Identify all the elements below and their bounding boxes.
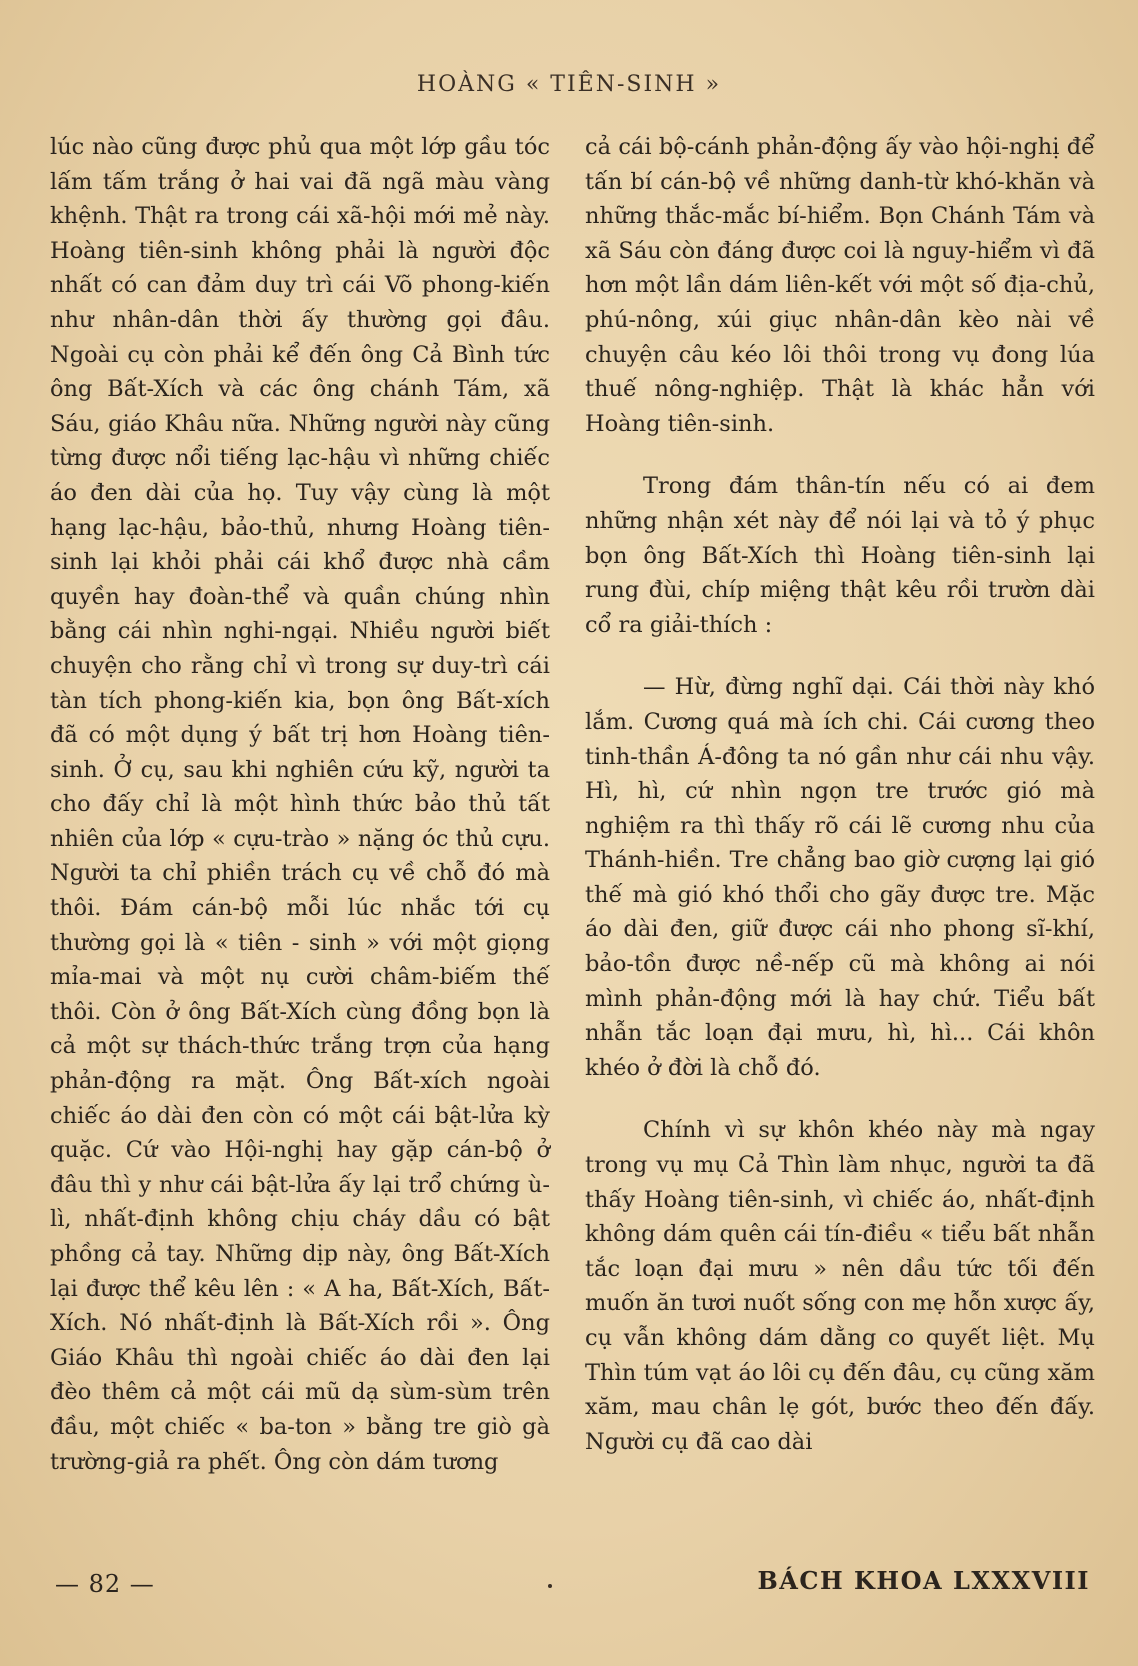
paragraph: cả cái bộ-cánh phản-động ấy vào hội-nghị để tấn bí cán-bộ về những danh-từ khó-khăn và những thắc-mắc bí-hiểm. Bọn Chánh Tám và xã Sáu còn đáng được coi là nguy-hiểm vì đã hơn một lần dám liên-kết với một số địa-chủ, phú-nông, xúi giục nhân-dân kèo nài về chuyện câu kéo lôi thôi trong vụ đong lúa thuế nông-nghiệp. Thật là khác hẳn với Hoàng tiên-sinh. — [585, 134, 1095, 437]
page-number: — 82 — — [55, 1570, 155, 1598]
publication-name: BÁCH KHOA LXXXVIII — [757, 1566, 1090, 1595]
running-header: HOÀNG « TIÊN-SINH » — [416, 72, 722, 97]
right-column — [585, 130, 1095, 1459]
footer-dot — [548, 1584, 552, 1588]
paragraph: — Hừ, đừng nghĩ dại. Cái thời này khó lắm. Cương quá mà ích chi. Cái cương theo tinh-thần Á-đông ta nó gần như cái nhu vậy. Hì, hì, cứ nhìn ngọn tre trước gió mà nghiệm ra thì thấy rõ cái lẽ cương nhu của Thánh-hiền. Tre chẳng bao giờ cượng lại gió thế mà gió khó thổi cho gãy được tre. Mặc áo dài đen, giữ được cái nho phong sĩ-khí, bảo-tồn được nề-nếp cũ mà không ai nói mình phản-động mới là hay chứ. Tiểu bất nhẫn tắc loạn đại mưu, hì, hì... Cái khôn khéo ở đời là chỗ đó. — [585, 674, 1095, 1081]
paragraph: Chính vì sự khôn khéo này mà ngay trong vụ mụ Cả Thìn làm nhục, người ta đã thấy Hoàng tiên-sinh, vì chiếc áo, nhất-định không dám quên cái tín-điều « tiểu bất nhẫn tắc loạn đại mưu » nên dầu tức tối đến muốn ăn tươi nuốt sống con mẹ hỗn xược ấy, cụ vẫn không dám dằng co quyết liệt. Mụ Thìn túm vạt áo lôi cụ đến đâu, cụ cũng xăm xăm, mau chân lẹ gót, bước theo đến đấy. Người cụ đã cao dài — [585, 1117, 1095, 1455]
paragraph: Trong đám thân-tín nếu có ai đem những nhận xét này để nói lại và tỏ ý phục bọn ông Bất-Xích thì Hoàng tiên-sinh lại rung đùi, chíp miệng thật kêu rồi trườn dài cổ ra giải-thích : — [585, 473, 1095, 638]
left-column — [50, 130, 550, 1479]
paragraph: lúc nào cũng được phủ qua một lớp gầu tóc lấm tấm trắng ở hai vai đã ngã màu vàng khệnh. Thật ra trong cái xã-hội mới mẻ này. Hoàng tiên-sinh không phải là người độc nhất có can đảm duy trì cái Võ phong-kiến như nhân-dân thời ấy thường gọi đâu. Ngoài cụ còn phải kể đến ông Cả Bình tức ông Bất-Xích và các ông chánh Tám, xã Sáu, giáo Khâu nữa. Những người này cũng từng được nổi tiếng lạc-hậu vì những chiếc áo đen dài của họ. Tuy vậy cùng là một hạng lạc-hậu, bảo-thủ, nhưng Hoàng tiên-sinh lại khỏi phải cái khổ được nhà cầm quyền hay đoàn-thể và quần chúng nhìn bằng cái nhìn nghi-ngại. Nhiều người biết chuyện cho rằng chỉ vì trong sự duy-trì cái tàn tích phong-kiến kia, bọn ông Bất-xích đã có một dụng ý bất trị hơn Hoàng tiên-sinh. Ở cụ, sau khi nghiên cứu kỹ, người ta cho đấy chỉ là một hình thức bảo thủ tất nhiên của lớp « cựu-trào » nặng óc thủ cựu. Người ta chỉ phiền trách cụ về chỗ đó mà thôi. Đám cán-bộ mỗi lúc nhắc tới cụ thường gọi là « tiên - sinh » với một giọng mỉa-mai và một nụ cười châm-biếm thế thôi. Còn ở ông Bất-Xích cùng đồng bọn là cả một sự thách-thức trắng trợn của hạng phản-động ra mặt. Ông Bất-xích ngoài chiếc áo dài đen còn có một cái bật-lửa kỳ quặc. Cứ vào Hội-nghị hay gặp cán-bộ ở đâu thì y như cái bật-lửa ấy lại trổ chứng ù-lì, nhất-định không chịu cháy dầu có bật phồng cả tay. Những dịp này, ông Bất-Xích lại được thể kêu lên : « A ha, Bất-Xích, Bất-Xích. Nó nhất-định là Bất-Xích rồi ». Ông Giáo Khâu thì ngoài chiếc áo dài đen lại đèo thêm cả một cái mũ dạ sùm-sùm trên đầu, một chiếc « ba-ton » bằng tre giò gà trường-giả ra phết. Ông còn dám tương — [50, 134, 550, 1475]
